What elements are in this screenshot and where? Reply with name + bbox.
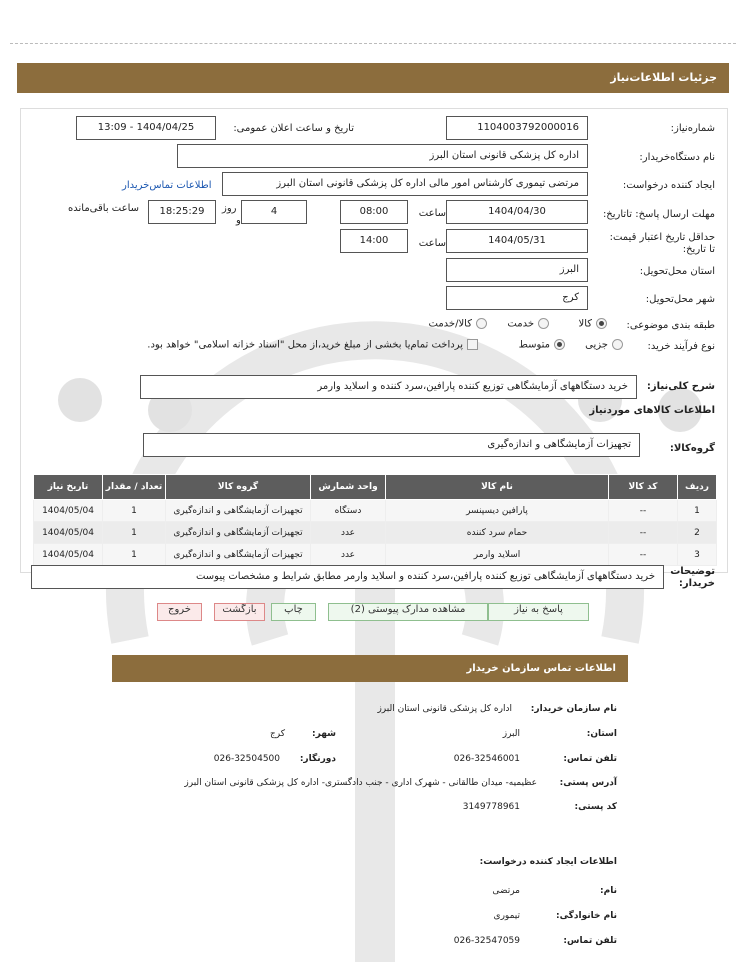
deadline-label: مهلت ارسال پاسخ: تاتاریخ:	[602, 209, 715, 220]
province-field: البرز	[446, 258, 588, 282]
cell-code: --	[609, 522, 678, 544]
buyer-notes-field: خرید دستگاههای آزمایشگاهی توزیع کننده پارافین،سرد کننده و اسلاید وارمر مطابق شرایط و مشخصات پیوست	[31, 565, 664, 589]
creator-info-title: اطلاعات ایجاد کننده درخواست:	[479, 857, 617, 867]
process-label: نوع فرآیند خرید:	[647, 341, 715, 352]
contact-header	[112, 655, 628, 682]
cell-group: تجهیزات آزمایشگاهی و اندازه‌گیری	[166, 500, 311, 522]
validity-label: حداقل تاریخ اعتبار قیمت: تا تاریخ:	[609, 232, 715, 255]
buyer-notes-label-line2: خریدار:	[678, 578, 715, 589]
summary-label: شرح کلی‌نیاز:	[646, 381, 715, 392]
buyer-notes-label-line1: توضیحات	[670, 566, 715, 577]
validity-hour-label: ساعت	[418, 238, 446, 249]
radio-icon[interactable]	[538, 318, 549, 329]
contact-title: اطلاعات تماس سازمان خریدار	[466, 663, 616, 674]
announce-label: تاریخ و ساعت اعلان عمومی:	[233, 123, 354, 134]
contact-fax-label: دورنگار:	[299, 754, 336, 764]
cell-date: 1404/05/04	[34, 544, 103, 566]
process-option-minor[interactable]: جزیی	[585, 339, 623, 351]
creator-name-value: مرتضی	[492, 886, 520, 896]
col-header-name: نام کالا	[386, 475, 609, 500]
contact-postal-label: کد پستی:	[574, 802, 617, 812]
attachments-button[interactable]: مشاهده مدارک پیوستی (2)	[328, 603, 488, 621]
col-header-date: تاریخ نیاز	[34, 475, 103, 500]
contact-address-value: عظیمیه- میدان طالقانی - شهرک اداری - جنب دادگستری- اداره کل پزشکی قانونی استان البرز	[184, 778, 537, 788]
reply-button[interactable]: پاسخ به نیاز	[488, 603, 589, 621]
creator-field: مرتضی تیموری کارشناس امور مالی اداره کل پزشکی قانونی استان البرز	[222, 172, 588, 196]
creator-phone-label: تلفن تماس:	[563, 936, 617, 946]
category-option-goods-service[interactable]: کالا/خدمت	[429, 318, 488, 330]
table-row	[34, 500, 717, 522]
col-header-row: ردیف	[678, 475, 717, 500]
page-header	[17, 63, 729, 93]
back-button[interactable]: بازگشت	[214, 603, 265, 621]
need-number-label: شماره‌نیاز:	[670, 123, 715, 134]
cell-unit: عدد	[311, 522, 386, 544]
contact-postal-value: 3149778961	[462, 802, 520, 812]
deadline-hour-field: 08:00	[340, 200, 408, 224]
contact-fax-value: 026-32504500	[213, 754, 280, 764]
province-label: استان محل‌تحویل:	[639, 266, 715, 277]
radio-icon[interactable]	[612, 339, 623, 350]
cell-unit: عدد	[311, 544, 386, 566]
contact-address-label: آدرس پستی:	[559, 778, 617, 788]
radio-icon[interactable]	[596, 318, 607, 329]
creator-family-value: تیموری	[493, 911, 520, 921]
remaining-days-field: 4	[241, 200, 307, 224]
checkbox-icon[interactable]	[467, 339, 478, 350]
cell-row: 3	[678, 544, 717, 566]
table-row	[34, 522, 717, 544]
exit-button[interactable]: خروج	[157, 603, 202, 621]
creator-label: ایجاد کننده درخواست:	[622, 180, 715, 191]
radio-icon[interactable]	[476, 318, 487, 329]
cell-qty: 1	[103, 522, 166, 544]
table-header-row	[34, 475, 717, 500]
col-header-code: کد کالا	[609, 475, 678, 500]
table-row	[34, 544, 717, 566]
cell-group: تجهیزات آزمایشگاهی و اندازه‌گیری	[166, 522, 311, 544]
need-number-field: 1104003792000016	[446, 116, 588, 140]
cell-name: پارافین دیسپنسر	[386, 500, 609, 522]
goods-info-label: اطلاعات کالاهای موردنیاز	[589, 405, 715, 416]
col-header-group: گروه کالا	[166, 475, 311, 500]
contact-phone-value: 026-32546001	[453, 754, 520, 764]
cell-row: 2	[678, 522, 717, 544]
creator-family-label: نام خانوادگی:	[555, 911, 617, 921]
top-divider	[10, 43, 736, 44]
days-label: روز	[222, 203, 237, 214]
city-field: کرج	[446, 286, 588, 310]
page-title: جزئیات اطلاعات‌نیاز	[610, 71, 717, 84]
deadline-hour-label: ساعت	[418, 208, 446, 219]
col-header-unit: واحد شمارش	[311, 475, 386, 500]
cell-row: 1	[678, 500, 717, 522]
contact-province-label: استان:	[586, 729, 617, 739]
and-label: و	[236, 215, 241, 226]
buyer-label: نام دستگاه‌خریدار:	[639, 152, 715, 163]
buyer-contact-link[interactable]: اطلاعات تماس‌خریدار	[122, 180, 212, 191]
process-option-medium[interactable]: متوسط	[519, 339, 565, 351]
cell-group: تجهیزات آزمایشگاهی و اندازه‌گیری	[166, 544, 311, 566]
cell-name: اسلاید وارمر	[386, 544, 609, 566]
goods-group-field: تجهیزات آزمایشگاهی و اندازه‌گیری	[143, 433, 640, 457]
print-button[interactable]: چاپ	[271, 603, 316, 621]
validity-hour-field: 14:00	[340, 229, 408, 253]
goods-table	[33, 474, 717, 566]
creator-phone-value: 026-32547059	[453, 936, 520, 946]
col-header-qty: تعداد / مقدار	[103, 475, 166, 500]
goods-group-label: گروه‌کالا:	[669, 443, 715, 454]
announce-field: 1404/04/25 - 13:09	[76, 116, 216, 140]
validity-date-field: 1404/05/31	[446, 229, 588, 253]
cell-name: حمام سرد کننده	[386, 522, 609, 544]
cell-code: --	[609, 544, 678, 566]
cell-qty: 1	[103, 500, 166, 522]
cell-code: --	[609, 500, 678, 522]
payment-note: پرداخت تمام‌یا بخشی از مبلغ خرید،از محل "اسناد خزانه اسلامی" خواهد بود.	[147, 339, 478, 351]
category-option-goods[interactable]: کالا	[578, 318, 607, 330]
city-label: شهر محل‌تحویل:	[645, 294, 715, 305]
remaining-time-field: 18:25:29	[148, 200, 216, 224]
contact-org-value: اداره کل پزشکی قانونی استان البرز	[377, 704, 512, 714]
category-label: طبقه بندی موضوعی:	[626, 320, 715, 331]
buyer-notes-label	[670, 566, 715, 590]
deadline-date-field: 1404/04/30	[446, 200, 588, 224]
cell-date: 1404/05/04	[34, 500, 103, 522]
contact-phone-label: تلفن تماس:	[563, 754, 617, 764]
contact-org-label: نام سازمان خریدار:	[530, 704, 617, 714]
remaining-time-label: ساعت باقی‌مانده	[68, 203, 140, 214]
category-option-service[interactable]: خدمت	[507, 318, 549, 330]
radio-icon[interactable]	[554, 339, 565, 350]
cell-qty: 1	[103, 544, 166, 566]
contact-province-value: البرز	[502, 729, 520, 739]
contact-city-value: کرج	[269, 729, 285, 739]
cell-unit: دستگاه	[311, 500, 386, 522]
cell-date: 1404/05/04	[34, 522, 103, 544]
summary-field: خرید دستگاههای آزمایشگاهی توزیع کننده پارافین،سرد کننده و اسلاید وارمر	[140, 375, 637, 399]
buyer-field: اداره کل پزشکی قانونی استان البرز	[177, 144, 588, 168]
creator-name-label: نام:	[600, 886, 617, 896]
contact-city-label: شهر:	[312, 729, 336, 739]
